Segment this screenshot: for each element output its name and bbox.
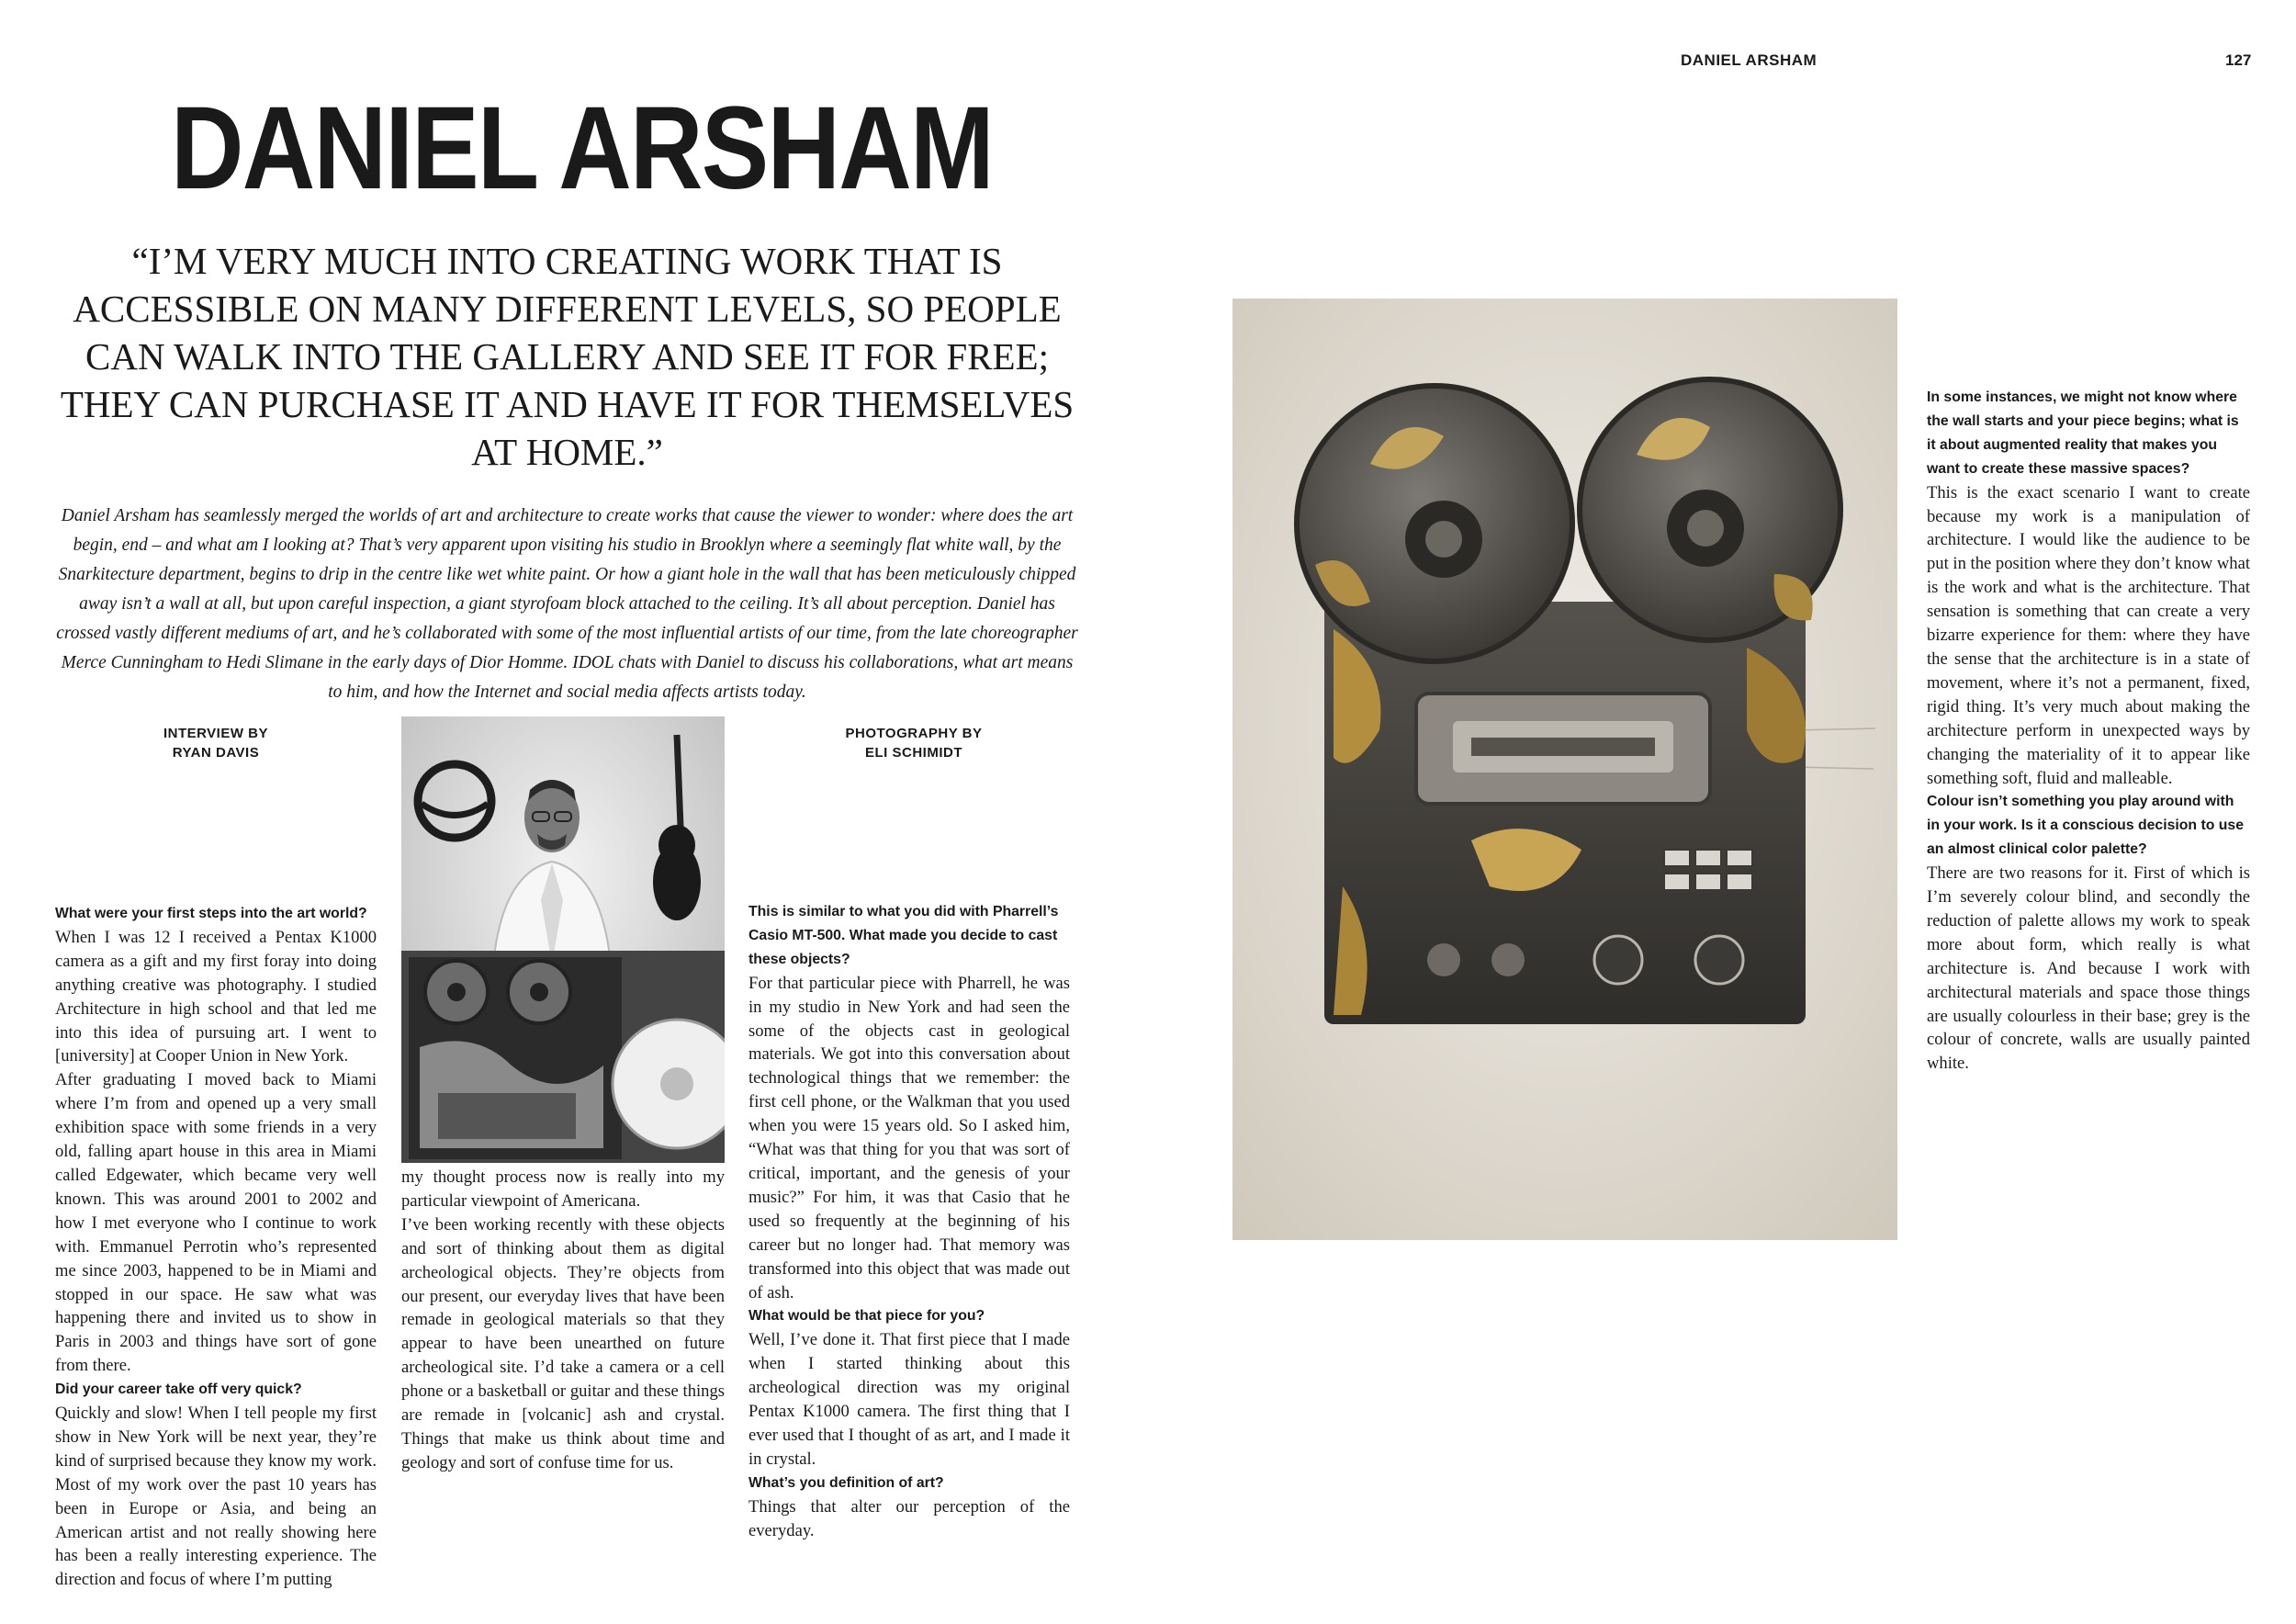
answer-pharrell: For that particular piece with Pharrell, he was in my studio in New York and had seen the some of the objects cast in geological materials. We got into this conversation about technological things that we remember: the first cell phone, or the Walkman that you used when you were 15 years old. So I asked him, “What was that thing for you that was sort of critical, important, and the genesis of your music?” For him, it was that Casio that he used so frequently at the beginning of his career but no longer had. That memory was transformed into this object that was made out of ash. [748, 973, 1070, 1303]
question-your-piece: What would be that piece for you? [748, 1308, 985, 1325]
portrait-photo [401, 716, 725, 1163]
photo-credit [827, 724, 1001, 762]
answer-first-steps: When I was 12 I received a Pentax K1000 camera as a gift and my first foray into doing anything creative was photography. I studied Architecture in high school and that led me into this idea of pursuing art. I went to [university] at Cooper Union in New York. [55, 927, 377, 1066]
running-head: DANIEL ARSHAM [1681, 51, 1818, 69]
article-title: DANIEL ARSHAM [171, 83, 993, 214]
artwork-photo [1232, 299, 1897, 1240]
interview-credit-label: INTERVIEW BY [163, 726, 269, 741]
question-career: Did your career take off very quick? [55, 1382, 302, 1398]
photo-credit-name: ELI SCHIMIDT [865, 745, 962, 761]
article-column-4 [1927, 386, 2250, 1076]
question-first-steps: What were your first steps into the art world? [55, 906, 367, 921]
answer-career: Quickly and slow! When I tell people my first show in New York will be next year, they’re kind of surprised because they know my work. Most of my work over the past 10 years has been in Europe or Asia, and being an American artist and not really showing here has been a really interesting experience. The direction and focus of where I’m putting [55, 1404, 377, 1590]
question-colour: Colour isn’t something you play around with in your work. Is it a conscious decision to use an almost clinical color palette? [1927, 794, 2244, 858]
page-number: 127 [2225, 51, 2252, 69]
interview-credit-name: RYAN DAVIS [172, 745, 260, 761]
answer-career-continued: my thought process now is really into my particular viewpoint of Americana. [401, 1167, 725, 1211]
question-augmented-reality: In some instances, we might not know where the wall starts and your piece begins; what is it about augmented reality that makes you want to create these massive spaces? [1927, 389, 2239, 477]
interview-credit [142, 724, 289, 762]
article-column-2 [401, 1166, 725, 1475]
answer-first-steps-continued: After graduating I moved back to Miami where I’m from and opened up a very small exhibition space with some friends in a very old, falling apart house in this area in Miami called Edgewater, which became very well known. This was around 2001 to 2002 and how I met everyone who I continue to work with. Emmanuel Perrotin who’s represented me since 2003, happened to be in Miami and stopped in our space. He saw what was happening there and invited us to show in Paris in 2003 and things have sort of gone from there. [55, 1070, 377, 1376]
answer-your-piece: Well, I’ve done it. That first piece that I made when I started thinking about this archeological direction was my original Pentax K1000 camera. The first thing that I ever used that I thought of as art, and I made it in crystal. [748, 1330, 1070, 1469]
article-column-1 [55, 902, 377, 1592]
intro-paragraph: Daniel Arsham has seamlessly merged the worlds of art and architecture to create works that cause the viewer to wonder: where does the art begin, end – and what am I looking at? That’s very apparent upon visiting his studio in Brooklyn where a seemingly flat white wall, by the Snarkitecture department, begins to drip in the centre like wet white paint. Or how a giant hole in the wall that has been meticulously chipped away isn’t a wall at all, but upon careful inspection, a giant styrofoam block attached to the ceiling. It’s all about perception. Daniel has crossed vastly different mediums of art, and he’s collaborated with some of the most influential artists of our time, from the late choreographer Merce Cunningham to Hedi Slimane in the early days of Dior Homme. IDOL chats with Daniel to discuss his collaborations, what art means to him, and how the Internet and social media affects artists today. [56, 506, 1078, 702]
question-definition: What’s you definition of art? [748, 1474, 944, 1491]
pull-quote: “I’M VERY MUCH INTO CREATING WORK THAT IS ACCESSIBLE ON MANY DIFFERENT LEVELS, SO PEOPLE CAN WALK INTO THE GALLERY AND SEE IT FOR FREE; THEY CAN PURCHASE IT AND HAVE IT FOR THEMSELVES AT HOME.” [60, 240, 1075, 473]
answer-objects: I’ve been working recently with these objects and sort of thinking about them as digital archeological objects. They’re objects from our present, our everyday lives that have been remade in geological materials so that they appear to have been unearthed on future archeological site. I’d take a camera or a cell phone or a basketball or guitar and these things are remade in [volcanic] ash and crystal. Things that make us think about time and geology and sort of confuse time for us. [401, 1214, 725, 1472]
photo-credit-label: PHOTOGRAPHY BY [845, 726, 983, 741]
answer-colour: There are two reasons for it. First of which is I’m severely colour blind, and secondly the reduction of palette allows my work to speak more about form, which really is what architecture is. And because I work with architectural materials and space those things are usually colourless in their base; grey is the colour of concrete, walls are usually painted white. [1927, 863, 2250, 1074]
article-column-3 [748, 900, 1070, 1542]
reel-to-reel-sculpture [1232, 299, 1897, 1240]
answer-definition: Things that alter our perception of the everyday. [748, 1496, 1070, 1540]
portrait-illustration [401, 716, 725, 1163]
answer-augmented-reality: This is the exact scenario I want to create because my work is a manipulation of architecture. I would like the audience to be put in the position where they don’t know what is the work and what is the architecture. That sensation is something that can create a very bizarre experience for them: where they have the sense that the architecture is in a state of movement, where it’s not a permanent, fixed, rigid thing. It’s very much about making the architecture perform in unexpected ways by changing the materiality of it to appear like something soft, fluid and malleable. [1927, 482, 2250, 788]
question-pharrell: This is similar to what you did with Pharrell’s Casio MT-500. What made you decide to cast these objects? [748, 904, 1059, 967]
